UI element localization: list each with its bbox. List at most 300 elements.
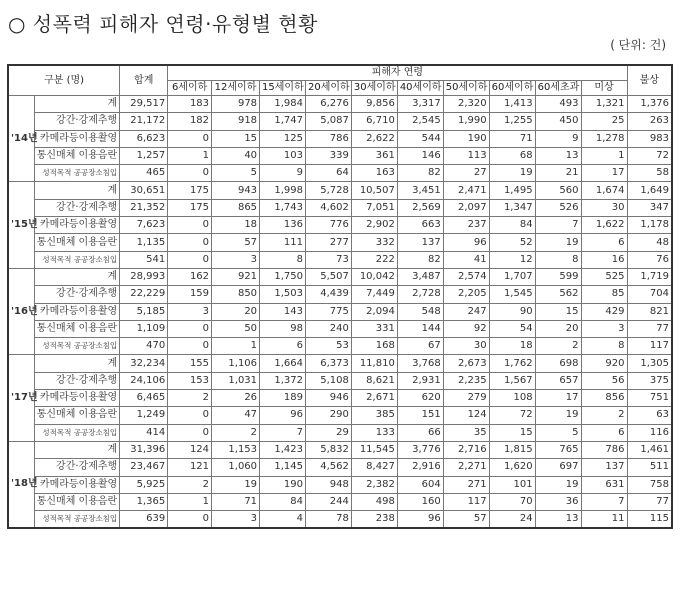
value-cell: 1,984 bbox=[260, 96, 306, 113]
value-cell: 98 bbox=[260, 320, 306, 337]
value-cell: 5,728 bbox=[305, 182, 351, 199]
value-cell: 143 bbox=[260, 303, 306, 320]
value-cell: 190 bbox=[443, 130, 489, 147]
value-cell: 175 bbox=[168, 199, 212, 216]
value-cell: 1,747 bbox=[260, 113, 306, 130]
value-cell: 54 bbox=[489, 320, 535, 337]
value-cell: 548 bbox=[397, 303, 443, 320]
value-cell: 498 bbox=[351, 493, 397, 510]
value-cell: 5,108 bbox=[305, 372, 351, 389]
table-row bbox=[8, 441, 672, 458]
value-cell: 168 bbox=[351, 338, 397, 355]
total-cell: 5,925 bbox=[120, 476, 168, 493]
value-cell: 153 bbox=[168, 372, 212, 389]
value-cell: 52 bbox=[489, 234, 535, 251]
unknown-cell: 983 bbox=[627, 130, 672, 147]
value-cell: 361 bbox=[351, 147, 397, 164]
page-title: ○ 성폭력 피해자 연령·유형별 현황 bbox=[8, 12, 318, 36]
total-cell: 6,465 bbox=[120, 390, 168, 407]
unknown-cell: 1,461 bbox=[627, 441, 672, 458]
table-row bbox=[8, 217, 672, 234]
value-cell: 96 bbox=[260, 407, 306, 424]
value-cell: 0 bbox=[168, 165, 212, 182]
header-category: 구분 (명) bbox=[8, 65, 120, 96]
value-cell: 3 bbox=[212, 511, 260, 528]
category-label: 카메라등이용촬영 bbox=[34, 130, 120, 147]
value-cell: 1,060 bbox=[212, 459, 260, 476]
unknown-cell: 704 bbox=[627, 286, 672, 303]
unknown-cell: 1,376 bbox=[627, 96, 672, 113]
value-cell: 6 bbox=[581, 424, 627, 441]
value-cell: 2 bbox=[168, 476, 212, 493]
category-label: 카메라등이용촬영 bbox=[34, 303, 120, 320]
value-cell: 64 bbox=[305, 165, 351, 182]
value-cell: 182 bbox=[168, 113, 212, 130]
value-cell: 222 bbox=[351, 251, 397, 268]
category-label: 카메라등이용촬영 bbox=[34, 476, 120, 493]
table-body bbox=[8, 96, 672, 528]
table-row bbox=[8, 268, 672, 285]
value-cell: 1 bbox=[212, 338, 260, 355]
category-label: 통신매체 이용음란 bbox=[34, 407, 120, 424]
value-cell: 339 bbox=[305, 147, 351, 164]
table-row bbox=[8, 165, 672, 182]
value-cell: 5,507 bbox=[305, 268, 351, 285]
value-cell: 1,567 bbox=[489, 372, 535, 389]
value-cell: 92 bbox=[443, 320, 489, 337]
value-cell: 11 bbox=[581, 511, 627, 528]
value-cell: 493 bbox=[535, 96, 581, 113]
category-label: 강간·강제추행 bbox=[34, 199, 120, 216]
value-cell: 21 bbox=[535, 165, 581, 182]
value-cell: 19 bbox=[535, 476, 581, 493]
value-cell: 7,449 bbox=[351, 286, 397, 303]
value-cell: 8 bbox=[535, 251, 581, 268]
value-cell: 113 bbox=[443, 147, 489, 164]
table-row bbox=[8, 476, 672, 493]
value-cell: 8 bbox=[260, 251, 306, 268]
value-cell: 921 bbox=[212, 268, 260, 285]
value-cell: 1,674 bbox=[581, 182, 627, 199]
value-cell: 151 bbox=[397, 407, 443, 424]
value-cell: 4 bbox=[260, 511, 306, 528]
total-cell: 6,623 bbox=[120, 130, 168, 147]
unknown-cell: 48 bbox=[627, 234, 672, 251]
total-cell: 465 bbox=[120, 165, 168, 182]
value-cell: 331 bbox=[351, 320, 397, 337]
value-cell: 697 bbox=[535, 459, 581, 476]
category-label: 계 bbox=[34, 355, 120, 372]
value-cell: 68 bbox=[489, 147, 535, 164]
unknown-cell: 63 bbox=[627, 407, 672, 424]
value-cell: 67 bbox=[397, 338, 443, 355]
value-cell: 2,471 bbox=[443, 182, 489, 199]
value-cell: 856 bbox=[581, 390, 627, 407]
unknown-cell: 347 bbox=[627, 199, 672, 216]
value-cell: 5,832 bbox=[305, 441, 351, 458]
total-cell: 22,229 bbox=[120, 286, 168, 303]
table-row bbox=[8, 286, 672, 303]
value-cell: 183 bbox=[168, 96, 212, 113]
value-cell: 1,106 bbox=[212, 355, 260, 372]
value-cell: 429 bbox=[581, 303, 627, 320]
value-cell: 2,916 bbox=[397, 459, 443, 476]
value-cell: 279 bbox=[443, 390, 489, 407]
unit-label: ( 단위: 건) bbox=[610, 38, 666, 52]
value-cell: 544 bbox=[397, 130, 443, 147]
header-age: 30세이하 bbox=[351, 81, 397, 96]
value-cell: 162 bbox=[168, 268, 212, 285]
value-cell: 0 bbox=[168, 217, 212, 234]
value-cell: 240 bbox=[305, 320, 351, 337]
value-cell: 1 bbox=[168, 493, 212, 510]
value-cell: 13 bbox=[535, 147, 581, 164]
total-cell: 21,172 bbox=[120, 113, 168, 130]
value-cell: 3 bbox=[168, 303, 212, 320]
value-cell: 2 bbox=[168, 390, 212, 407]
total-cell: 7,623 bbox=[120, 217, 168, 234]
value-cell: 277 bbox=[305, 234, 351, 251]
value-cell: 2,671 bbox=[351, 390, 397, 407]
value-cell: 50 bbox=[212, 320, 260, 337]
value-cell: 525 bbox=[581, 268, 627, 285]
year-label: '17년 bbox=[8, 355, 34, 441]
value-cell: 2,716 bbox=[443, 441, 489, 458]
value-cell: 0 bbox=[168, 320, 212, 337]
value-cell: 190 bbox=[260, 476, 306, 493]
value-cell: 850 bbox=[212, 286, 260, 303]
value-cell: 136 bbox=[260, 217, 306, 234]
value-cell: 101 bbox=[489, 476, 535, 493]
value-cell: 560 bbox=[535, 182, 581, 199]
value-cell: 84 bbox=[489, 217, 535, 234]
value-cell: 1,278 bbox=[581, 130, 627, 147]
value-cell: 1,347 bbox=[489, 199, 535, 216]
table-row bbox=[8, 234, 672, 251]
value-cell: 946 bbox=[305, 390, 351, 407]
unknown-cell: 72 bbox=[627, 147, 672, 164]
total-cell: 21,352 bbox=[120, 199, 168, 216]
value-cell: 41 bbox=[443, 251, 489, 268]
value-cell: 16 bbox=[581, 251, 627, 268]
value-cell: 0 bbox=[168, 251, 212, 268]
total-cell: 23,467 bbox=[120, 459, 168, 476]
value-cell: 4,602 bbox=[305, 199, 351, 216]
category-label: 계 bbox=[34, 96, 120, 113]
table-row bbox=[8, 407, 672, 424]
value-cell: 5 bbox=[212, 165, 260, 182]
value-cell: 19 bbox=[212, 476, 260, 493]
value-cell: 1,372 bbox=[260, 372, 306, 389]
value-cell: 26 bbox=[212, 390, 260, 407]
value-cell: 1,255 bbox=[489, 113, 535, 130]
value-cell: 8,427 bbox=[351, 459, 397, 476]
value-cell: 237 bbox=[443, 217, 489, 234]
value-cell: 1,503 bbox=[260, 286, 306, 303]
table-row bbox=[8, 320, 672, 337]
value-cell: 943 bbox=[212, 182, 260, 199]
value-cell: 27 bbox=[443, 165, 489, 182]
unknown-cell: 821 bbox=[627, 303, 672, 320]
category-label: 통신매체 이용음란 bbox=[34, 493, 120, 510]
value-cell: 12 bbox=[489, 251, 535, 268]
value-cell: 2,382 bbox=[351, 476, 397, 493]
value-cell: 137 bbox=[397, 234, 443, 251]
value-cell: 6,373 bbox=[305, 355, 351, 372]
table-row bbox=[8, 199, 672, 216]
value-cell: 47 bbox=[212, 407, 260, 424]
value-cell: 2,545 bbox=[397, 113, 443, 130]
category-label: 성적목적 공공장소침입 bbox=[34, 251, 120, 268]
value-cell: 2,235 bbox=[443, 372, 489, 389]
header-age: 6세이하 bbox=[168, 81, 212, 96]
header-age: 60세초과 bbox=[535, 81, 581, 96]
year-label: '18년 bbox=[8, 441, 34, 527]
unknown-cell: 1,719 bbox=[627, 268, 672, 285]
value-cell: 159 bbox=[168, 286, 212, 303]
value-cell: 90 bbox=[489, 303, 535, 320]
value-cell: 20 bbox=[535, 320, 581, 337]
value-cell: 2 bbox=[581, 407, 627, 424]
value-cell: 9 bbox=[260, 165, 306, 182]
value-cell: 13 bbox=[535, 511, 581, 528]
year-label: '16년 bbox=[8, 268, 34, 354]
value-cell: 70 bbox=[489, 493, 535, 510]
unknown-cell: 1,649 bbox=[627, 182, 672, 199]
value-cell: 30 bbox=[581, 199, 627, 216]
total-cell: 28,993 bbox=[120, 268, 168, 285]
value-cell: 5,087 bbox=[305, 113, 351, 130]
value-cell: 247 bbox=[443, 303, 489, 320]
value-cell: 3,768 bbox=[397, 355, 443, 372]
value-cell: 2,271 bbox=[443, 459, 489, 476]
value-cell: 3,487 bbox=[397, 268, 443, 285]
value-cell: 25 bbox=[581, 113, 627, 130]
value-cell: 948 bbox=[305, 476, 351, 493]
statistics-table bbox=[7, 64, 673, 529]
value-cell: 24 bbox=[489, 511, 535, 528]
value-cell: 0 bbox=[168, 407, 212, 424]
value-cell: 124 bbox=[168, 441, 212, 458]
table-row bbox=[8, 493, 672, 510]
value-cell: 786 bbox=[305, 130, 351, 147]
value-cell: 7 bbox=[581, 493, 627, 510]
table-row bbox=[8, 372, 672, 389]
value-cell: 3 bbox=[581, 320, 627, 337]
value-cell: 6 bbox=[581, 234, 627, 251]
category-label: 성적목적 공공장소침입 bbox=[34, 165, 120, 182]
value-cell: 36 bbox=[535, 493, 581, 510]
category-label: 계 bbox=[34, 268, 120, 285]
unknown-cell: 77 bbox=[627, 320, 672, 337]
value-cell: 82 bbox=[397, 165, 443, 182]
value-cell: 1,743 bbox=[260, 199, 306, 216]
value-cell: 2 bbox=[212, 424, 260, 441]
value-cell: 1 bbox=[168, 147, 212, 164]
value-cell: 1,145 bbox=[260, 459, 306, 476]
value-cell: 146 bbox=[397, 147, 443, 164]
value-cell: 73 bbox=[305, 251, 351, 268]
value-cell: 765 bbox=[535, 441, 581, 458]
value-cell: 4,439 bbox=[305, 286, 351, 303]
value-cell: 84 bbox=[260, 493, 306, 510]
value-cell: 18 bbox=[212, 217, 260, 234]
value-cell: 1,990 bbox=[443, 113, 489, 130]
total-cell: 5,185 bbox=[120, 303, 168, 320]
value-cell: 2 bbox=[535, 338, 581, 355]
value-cell: 78 bbox=[305, 511, 351, 528]
value-cell: 85 bbox=[581, 286, 627, 303]
value-cell: 144 bbox=[397, 320, 443, 337]
value-cell: 15 bbox=[212, 130, 260, 147]
value-cell: 3,451 bbox=[397, 182, 443, 199]
value-cell: 1,031 bbox=[212, 372, 260, 389]
year-label: '14년 bbox=[8, 96, 34, 182]
value-cell: 1,622 bbox=[581, 217, 627, 234]
value-cell: 2,569 bbox=[397, 199, 443, 216]
value-cell: 17 bbox=[581, 165, 627, 182]
value-cell: 775 bbox=[305, 303, 351, 320]
total-cell: 1,365 bbox=[120, 493, 168, 510]
value-cell: 1,762 bbox=[489, 355, 535, 372]
unknown-cell: 1,178 bbox=[627, 217, 672, 234]
value-cell: 1,620 bbox=[489, 459, 535, 476]
value-cell: 332 bbox=[351, 234, 397, 251]
value-cell: 5 bbox=[535, 424, 581, 441]
value-cell: 9,856 bbox=[351, 96, 397, 113]
value-cell: 17 bbox=[535, 390, 581, 407]
value-cell: 2,931 bbox=[397, 372, 443, 389]
value-cell: 1,321 bbox=[581, 96, 627, 113]
unknown-cell: 76 bbox=[627, 251, 672, 268]
value-cell: 978 bbox=[212, 96, 260, 113]
value-cell: 0 bbox=[168, 424, 212, 441]
total-cell: 31,396 bbox=[120, 441, 168, 458]
value-cell: 526 bbox=[535, 199, 581, 216]
value-cell: 604 bbox=[397, 476, 443, 493]
total-cell: 32,234 bbox=[120, 355, 168, 372]
category-label: 강간·강제추행 bbox=[34, 286, 120, 303]
value-cell: 290 bbox=[305, 407, 351, 424]
value-cell: 663 bbox=[397, 217, 443, 234]
value-cell: 57 bbox=[212, 234, 260, 251]
value-cell: 2,205 bbox=[443, 286, 489, 303]
value-cell: 57 bbox=[443, 511, 489, 528]
category-label: 성적목적 공공장소침입 bbox=[34, 424, 120, 441]
table-row bbox=[8, 182, 672, 199]
value-cell: 82 bbox=[397, 251, 443, 268]
table-row bbox=[8, 113, 672, 130]
unknown-cell: 751 bbox=[627, 390, 672, 407]
value-cell: 6,276 bbox=[305, 96, 351, 113]
table-row bbox=[8, 251, 672, 268]
value-cell: 124 bbox=[443, 407, 489, 424]
value-cell: 11,545 bbox=[351, 441, 397, 458]
value-cell: 4,562 bbox=[305, 459, 351, 476]
value-cell: 2,673 bbox=[443, 355, 489, 372]
value-cell: 71 bbox=[489, 130, 535, 147]
header-age: 50세이하 bbox=[443, 81, 489, 96]
value-cell: 7 bbox=[535, 217, 581, 234]
total-cell: 639 bbox=[120, 511, 168, 528]
table-row bbox=[8, 390, 672, 407]
value-cell: 11,810 bbox=[351, 355, 397, 372]
unknown-cell: 263 bbox=[627, 113, 672, 130]
table-row bbox=[8, 338, 672, 355]
value-cell: 10,507 bbox=[351, 182, 397, 199]
value-cell: 2,622 bbox=[351, 130, 397, 147]
value-cell: 244 bbox=[305, 493, 351, 510]
header-age: 15세이하 bbox=[260, 81, 306, 96]
value-cell: 1,153 bbox=[212, 441, 260, 458]
table-row bbox=[8, 96, 672, 113]
table-row bbox=[8, 424, 672, 441]
value-cell: 1,413 bbox=[489, 96, 535, 113]
year-label: '15년 bbox=[8, 182, 34, 268]
value-cell: 776 bbox=[305, 217, 351, 234]
value-cell: 2,094 bbox=[351, 303, 397, 320]
table-row bbox=[8, 130, 672, 147]
unknown-cell: 758 bbox=[627, 476, 672, 493]
value-cell: 2,097 bbox=[443, 199, 489, 216]
value-cell: 562 bbox=[535, 286, 581, 303]
value-cell: 15 bbox=[535, 303, 581, 320]
value-cell: 15 bbox=[489, 424, 535, 441]
value-cell: 121 bbox=[168, 459, 212, 476]
value-cell: 19 bbox=[535, 407, 581, 424]
category-label: 카메라등이용촬영 bbox=[34, 390, 120, 407]
value-cell: 30 bbox=[443, 338, 489, 355]
value-cell: 0 bbox=[168, 511, 212, 528]
table-row bbox=[8, 459, 672, 476]
value-cell: 2,902 bbox=[351, 217, 397, 234]
value-cell: 1 bbox=[581, 147, 627, 164]
value-cell: 111 bbox=[260, 234, 306, 251]
table-row bbox=[8, 147, 672, 164]
value-cell: 0 bbox=[168, 234, 212, 251]
value-cell: 56 bbox=[581, 372, 627, 389]
value-cell: 108 bbox=[489, 390, 535, 407]
value-cell: 1,998 bbox=[260, 182, 306, 199]
category-label: 계 bbox=[34, 182, 120, 199]
value-cell: 20 bbox=[212, 303, 260, 320]
category-label: 강간·강제추행 bbox=[34, 113, 120, 130]
category-label: 통신매체 이용음란 bbox=[34, 320, 120, 337]
value-cell: 238 bbox=[351, 511, 397, 528]
value-cell: 40 bbox=[212, 147, 260, 164]
value-cell: 920 bbox=[581, 355, 627, 372]
value-cell: 385 bbox=[351, 407, 397, 424]
value-cell: 0 bbox=[168, 130, 212, 147]
value-cell: 71 bbox=[212, 493, 260, 510]
unknown-cell: 58 bbox=[627, 165, 672, 182]
value-cell: 3 bbox=[212, 251, 260, 268]
total-cell: 1,135 bbox=[120, 234, 168, 251]
value-cell: 29 bbox=[305, 424, 351, 441]
value-cell: 163 bbox=[351, 165, 397, 182]
value-cell: 103 bbox=[260, 147, 306, 164]
value-cell: 53 bbox=[305, 338, 351, 355]
category-label: 계 bbox=[34, 441, 120, 458]
table-row bbox=[8, 355, 672, 372]
total-cell: 541 bbox=[120, 251, 168, 268]
value-cell: 7,051 bbox=[351, 199, 397, 216]
unknown-cell: 116 bbox=[627, 424, 672, 441]
category-label: 성적목적 공공장소침입 bbox=[34, 338, 120, 355]
value-cell: 918 bbox=[212, 113, 260, 130]
category-label: 강간·강제추행 bbox=[34, 372, 120, 389]
value-cell: 1,707 bbox=[489, 268, 535, 285]
